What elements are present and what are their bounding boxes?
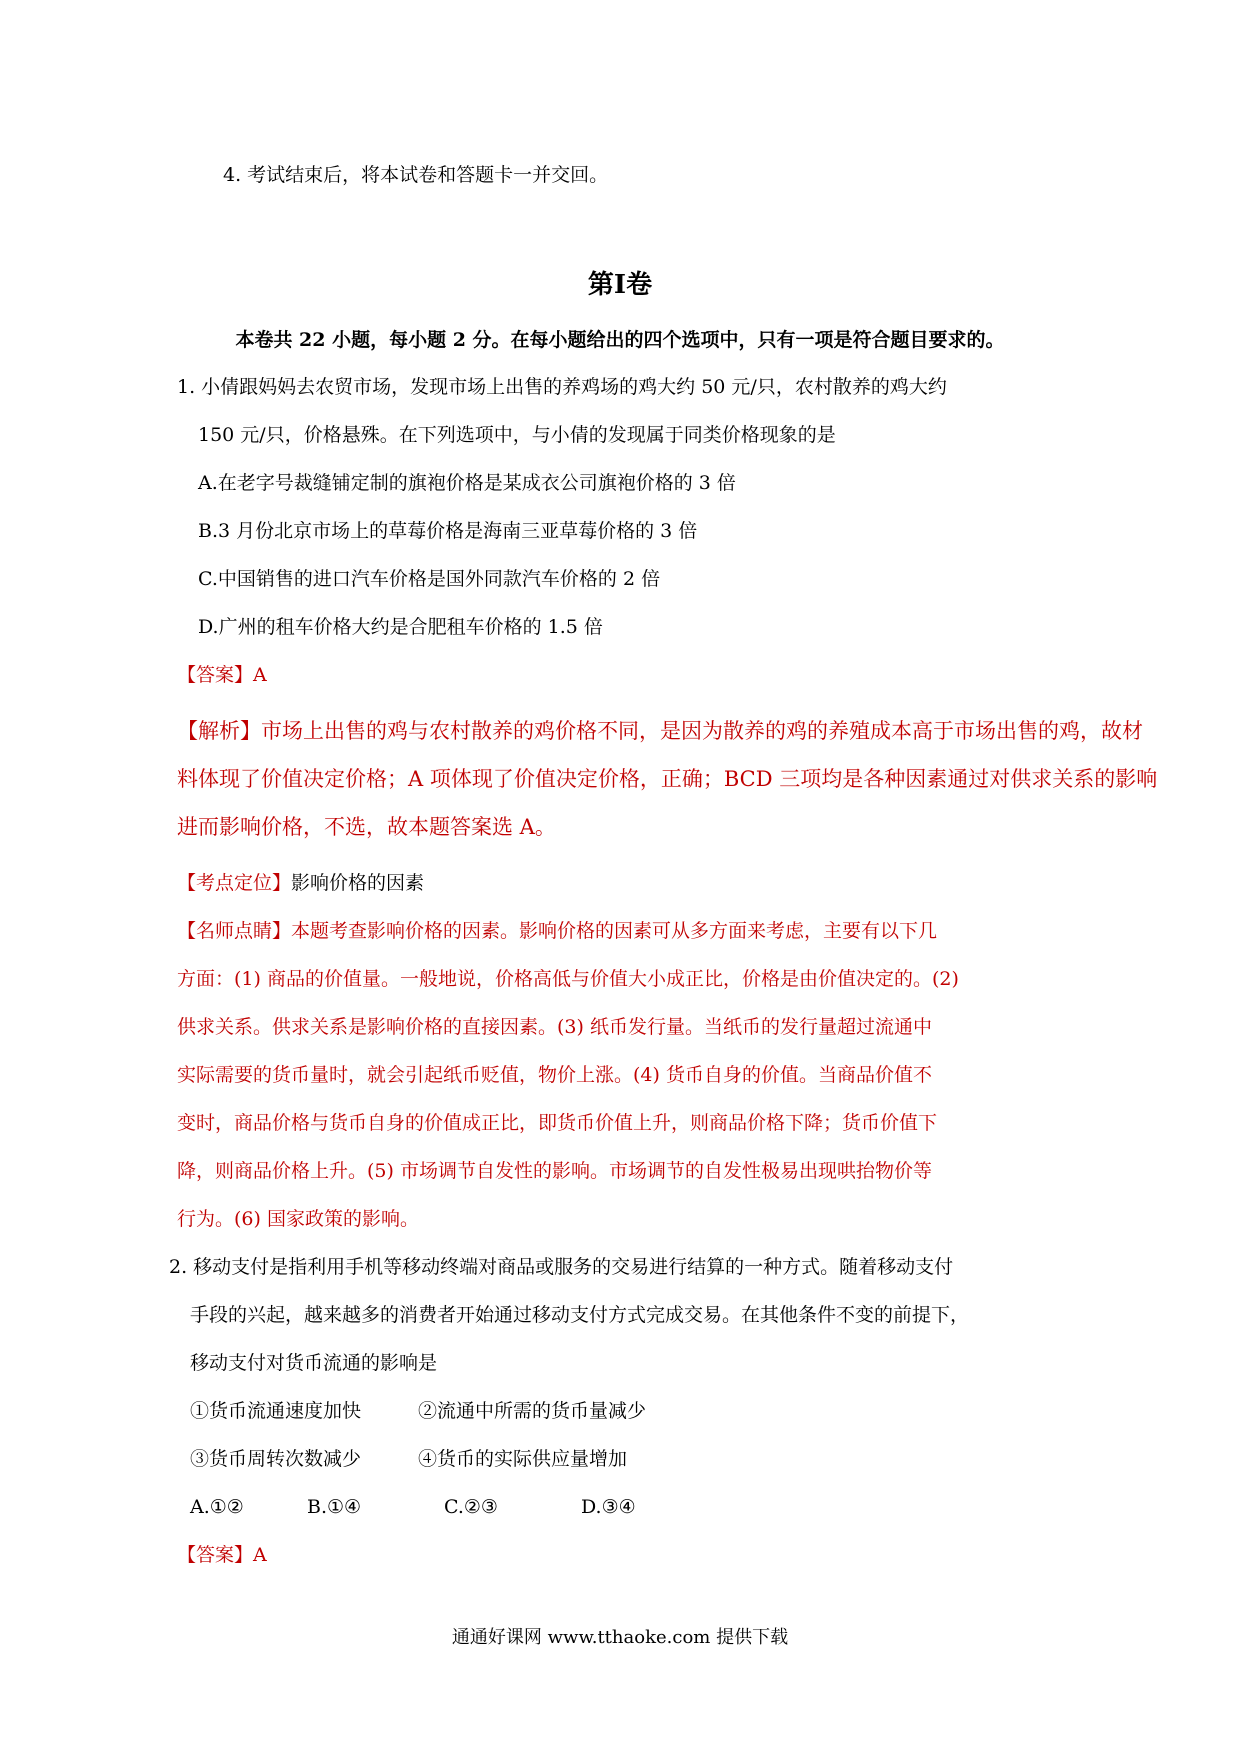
q1-mingshi-line-4: 实际需要的货币量时，就会引起纸币贬值，物价上涨。(4) 货币自身的价值。当商品价值不 <box>177 1064 932 1086</box>
q2-answer-label: 【答案】 <box>177 1544 254 1566</box>
q2-stem-line-1: 2. 移动支付是指利用手机等移动终端对商品或服务的交易进行结算的一种方式。随着移动支付 <box>169 1256 954 1278</box>
q2-choice-d: D.③④ <box>581 1496 636 1518</box>
q2-item-4: ④货币的实际供应量增加 <box>418 1448 628 1470</box>
q1-mingshi-line-5: 变时，商品价格与货币自身的价值成正比，即货币价值上升，则商品价格下降；货币价值下 <box>177 1112 938 1134</box>
q1-option-d: D.广州的租车价格大约是合肥租车价格的 1.5 倍 <box>198 616 603 638</box>
q2-stem-line-3: 移动支付对货币流通的影响是 <box>190 1352 438 1374</box>
q1-mingshi-line-3: 供求关系。供求关系是影响价格的直接因素。(3) 纸币发行量。当纸币的发行量超过流通中 <box>177 1016 932 1038</box>
q1-option-c: C.中国销售的进口汽车价格是国外同款汽车价格的 2 倍 <box>198 568 661 590</box>
section-notice: 本卷共 22 小题，每小题 2 分。在每小题给出的四个选项中，只有一项是符合题目要求的。 <box>235 329 1005 351</box>
q2-item-1: ①货币流通速度加快 <box>190 1400 362 1422</box>
q2-item-3: ③货币周转次数减少 <box>190 1448 362 1470</box>
q1-stem-line-1: 1. 小倩跟妈妈去农贸市场，发现市场上出售的养鸡场的鸡大约 50 元/只，农村散养的鸡大约 <box>177 376 947 398</box>
exam-rule-4: 4. 考试结束后，将本试卷和答题卡一并交回。 <box>223 164 609 186</box>
q1-answer-value: A <box>253 664 267 686</box>
q2-answer <box>177 1542 267 1568</box>
q1-analysis-line-1: 【解析】市场上出售的鸡与农村散养的鸡价格不同，是因为散养的鸡的养殖成本高于市场出售的鸡，故材 <box>177 719 1143 743</box>
q1-kaodian-value: 影响价格的因素 <box>291 872 425 894</box>
q2-choice-b: B.①④ <box>307 1496 362 1518</box>
q2-choice-c: C.②③ <box>444 1496 498 1518</box>
q2-choice-a: A.①② <box>190 1496 244 1518</box>
q1-answer-label: 【答案】 <box>177 664 254 686</box>
q1-option-b: B.3 月份北京市场上的草莓价格是海南三亚草莓价格的 3 倍 <box>198 520 698 542</box>
q1-answer <box>177 662 267 688</box>
q1-mingshi-line-6: 降，则商品价格上升。(5) 市场调节自发性的影响。市场调节的自发性极易出现哄抬物价等 <box>177 1160 932 1182</box>
q2-stem-line-2: 手段的兴起，越来越多的消费者开始通过移动支付方式完成交易。在其他条件不变的前提下， <box>190 1304 970 1326</box>
q1-option-a: A.在老字号裁缝铺定制的旗袍价格是某成衣公司旗袍价格的 3 倍 <box>198 472 736 494</box>
q1-mingshi-line-7: 行为。(6) 国家政策的影响。 <box>177 1208 419 1230</box>
q1-stem-line-2: 150 元/只，价格悬殊。在下列选项中，与小倩的发现属于同类价格现象的是 <box>198 424 836 446</box>
q1-mingshi-line-2: 方面：(1) 商品的价值量。一般地说，价格高低与价值大小成正比，价格是由价值决定的。(2) <box>177 968 959 990</box>
q2-item-2: ②流通中所需的货币量减少 <box>418 1400 647 1422</box>
q1-mingshi-line-1: 【名师点睛】本题考查影响价格的因素。影响价格的因素可从多方面来考虑，主要有以下几 <box>177 920 938 942</box>
q1-analysis-line-2: 料体现了价值决定价格；A 项体现了价值决定价格，正确；BCD 三项均是各种因素通过对供求关系的影响 <box>177 767 1158 791</box>
section-title: 第Ⅰ卷 <box>587 270 653 300</box>
q1-kaodian <box>177 870 424 896</box>
q1-kaodian-label: 【考点定位】 <box>177 872 292 894</box>
q1-analysis-line-3: 进而影响价格，不选，故本题答案选 A。 <box>177 815 556 839</box>
q2-answer-value: A <box>253 1544 267 1566</box>
page-footer: 通通好课网 www.tthaoke.com 提供下载 <box>451 1627 789 1648</box>
